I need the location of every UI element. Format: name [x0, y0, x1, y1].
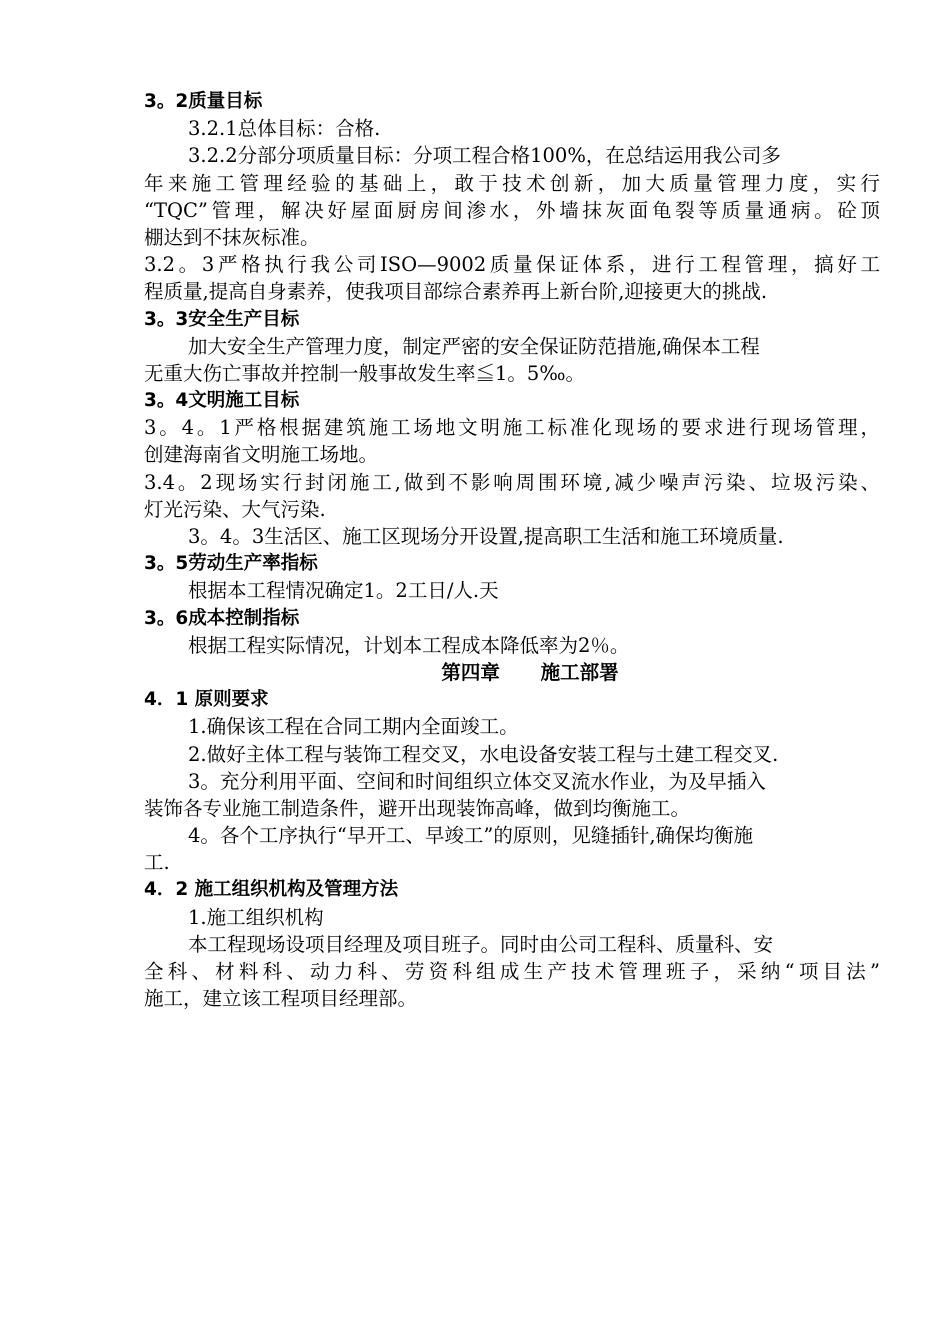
section-heading: 3。5劳动生产率指标: [144, 553, 318, 575]
section-heading: 3。3安全生产目标: [144, 308, 300, 330]
paragraph-line: 1.确保该工程在合同工期内全面竣工。: [188, 715, 519, 739]
paragraph-line: 根据本工程情况确定1。2工日/人.天: [188, 579, 499, 603]
paragraph-line: 1.施工组织机构: [188, 905, 324, 929]
document-page: [144, 88, 880, 1012]
paragraph-line: 无重大伤亡事故并控制一般事故发生率≦1。5‰。: [144, 361, 585, 385]
paragraph-line: 程质量,提高自身素养，使我项目部综合素养再上新台阶,迎接更大的挑战.: [144, 280, 768, 304]
section-heading: 4．2 施工组织机构及管理方法: [144, 879, 399, 901]
paragraph-line: 3。充分利用平面、空间和时间组织立体交叉流水作业，为及早插入: [188, 769, 766, 793]
paragraph-line: 3。4。1严格根据建筑施工场地文明施工标准化现场的要求进行现场管理，: [144, 416, 880, 440]
paragraph-line: 工.: [144, 851, 170, 875]
paragraph-line: 创建海南省文明施工场地。: [144, 443, 379, 467]
paragraph-line: 3。4。3生活区、施工区现场分开设置,提高职工生活和施工环境质量.: [188, 525, 784, 548]
paragraph-line: 3.4。2现场实行封闭施工,做到不影响周围环境,减少噪声污染、垃圾污染、: [144, 470, 880, 494]
paragraph-line: 全科、材料科、动力科、劳资科组成生产技术管理班子，采纳“项目法”: [144, 960, 880, 983]
paragraph-line: 棚达到不抹灰标准。: [144, 225, 320, 249]
chapter-title: 第四章 施工部署: [441, 660, 619, 684]
paragraph-line: 4。各个工序执行“早开工、早竣工”的原则，见缝插针,确保均衡施: [188, 824, 754, 848]
paragraph-line: 施工，建立该工程项目经理部。: [144, 987, 418, 1011]
paragraph-line: 本工程现场设项目经理及项目班子。同时由公司工程科、质量科、安: [188, 932, 774, 956]
section-heading: 3。4文明施工目标: [144, 390, 300, 412]
paragraph-line: “TQC”管理，解决好屋面厨房间渗水，外墙抹灰面龟裂等质量通病。砼顶: [144, 198, 880, 222]
paragraph-line: 3.2.1总体目标：合格.: [188, 117, 381, 141]
paragraph-line: 加大安全生产管理力度，制定严密的安全保证防范措施,确保本工程: [188, 334, 760, 358]
paragraph-line: 根据工程实际情况，计划本工程成本降低率为2％。: [188, 633, 630, 657]
paragraph-line: 2.做好主体工程与装饰工程交叉，水电设备安装工程与土建工程交叉.: [188, 742, 779, 766]
section-heading: 3。2质量目标: [144, 91, 263, 112]
paragraph-line: 3.2。3严格执行我公司ISO—9002质量保证体系，进行工程管理，搞好工: [144, 253, 880, 277]
section-heading: 4．1 原则要求: [144, 689, 269, 711]
paragraph-line: 3.2.2分部分项质量目标：分项工程合格100%，在总结运用我公司多: [188, 144, 781, 168]
section-heading: 3。6成本控制指标: [144, 607, 300, 629]
paragraph-line: 装饰各专业施工制造条件，避开出现装饰高峰，做到均衡施工。: [144, 796, 691, 820]
paragraph-line: 年来施工管理经验的基础上，敢于技术创新，加大质量管理力度，实行: [144, 171, 880, 195]
paragraph-line: 灯光污染、大气污染.: [144, 497, 326, 521]
